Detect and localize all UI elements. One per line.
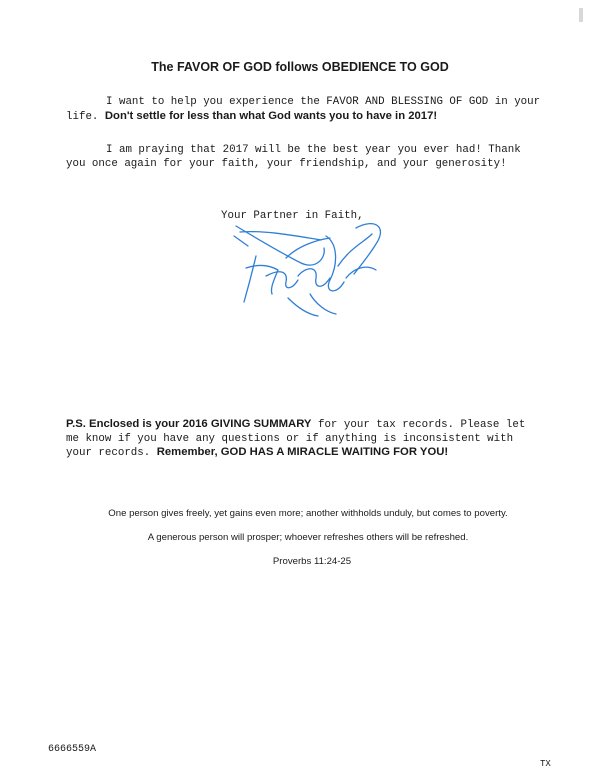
letter-title: The FAVOR OF GOD follows OBEDIENCE TO GOD	[151, 60, 449, 74]
opening-text: I want to help you experience the FAVOR AND BLESSING OF GOD in your life.	[66, 96, 541, 123]
prayer-text: I am praying that 2017 will be the best year you ever had! Thank you once again for your faith, your friendship, and your generosity!	[66, 144, 521, 170]
postscript-emphasis: Remember, GOD HAS A MIRACLE WAITING FOR YOU!	[156, 446, 449, 458]
opening-emphasis: Don't settle for less than what God wants you to have in 2017!	[104, 109, 438, 122]
postscript-paragraph	[66, 418, 544, 461]
opening-paragraph	[66, 96, 546, 124]
scan-edge-mark	[579, 8, 583, 22]
verse-reference: Proverbs 11:24-25	[272, 556, 352, 567]
state-code: TX	[540, 759, 551, 769]
postscript-text: for your tax records. Please let me know if you have any questions or if anything is inconsistent with your records.	[66, 419, 526, 459]
signature-icon	[226, 218, 386, 318]
prayer-paragraph	[66, 144, 546, 171]
verse-line-2: A generous person will prosper; whoever refreshes others will be refreshed.	[147, 532, 469, 543]
postscript-heading: P.S. Enclosed is your 2016 GIVING SUMMARY	[66, 418, 312, 430]
closing-line: Your Partner in Faith,	[221, 210, 364, 222]
donor-code: 6666559A	[48, 744, 97, 755]
verse-line-1: One person gives freely, yet gains even more; another withholds unduly, but comes to poverty.	[108, 508, 508, 519]
